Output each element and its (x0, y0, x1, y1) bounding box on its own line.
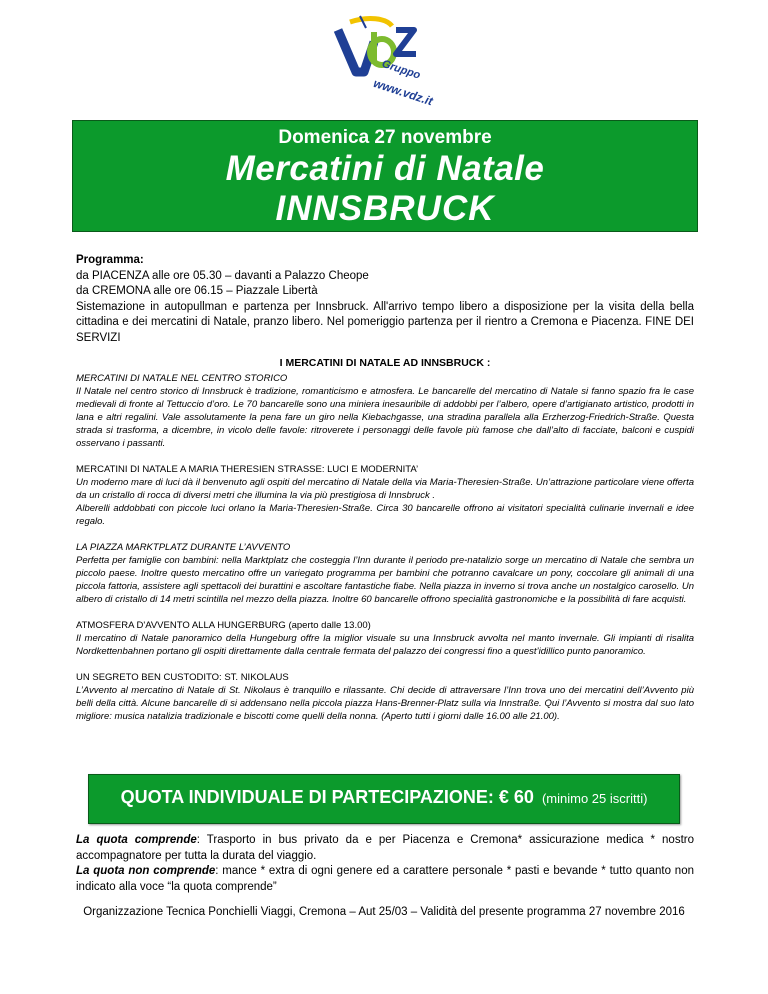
market-section (76, 671, 694, 723)
main-content (76, 253, 694, 723)
programma-departure-cremona: da CREMONA alle ore 06.15 – Piazzale Libertà (76, 285, 318, 297)
inclusions (76, 833, 694, 895)
logo (330, 12, 440, 109)
market-section-body: Un moderno mare di luci dà il benvenuto agli ospiti del mercatino di Natale della via Maria-Theresien-Straße. Un’attrazione particolare viene offerta da un cristallo di rocca di diversi metri che illumina la via più prestigiosa di Innsbruck . Alberelli addobbati con piccole luci orlano la Maria-Theresien-Straße. Circa 30 bancarelle offrono ai visitatori specialità culinarie invernali e idee regalo. (76, 477, 694, 527)
programma-heading: Programma: (76, 254, 144, 266)
market-section-body: L’Avvento al mercatino di Natale di St. Nikolaus è tranquillo e rilassante. Chi decide di attraversare l’Inn trova uno dei mercatini dell’Avvento più belli della città. Alcune bancarelle di si addensano nella piccola piazza Hans-Brenner-Platz sulla via Innstraße. Qui l’Avvento si mostra dal suo lato migliore: musica natalizia tradizionale e biscotti come quelli della nonna. (Aperto tutti i giorni dalle 16.00 alle 21.00). (76, 685, 694, 722)
logo-gruppo: Gruppo (380, 58, 422, 82)
market-section-heading: MERCATINI DI NATALE A MARIA THERESIEN STRASSE: LUCI E MODERNITA’ (76, 464, 419, 475)
includes-text: : Trasporto in bus privato da e per Piacenza e Cremona* assicurazione medica * nostro accompagnatore per tutta la durata del viaggio. (76, 834, 694, 862)
includes-line (76, 833, 694, 864)
vdz-logo-icon (330, 12, 440, 82)
market-section-heading: UN SEGRETO BEN CUSTODITO: ST. NIKOLAUS (76, 672, 289, 683)
market-section (76, 541, 694, 606)
event-date: Domenica 27 novembre (278, 127, 492, 148)
includes-label: La quota comprende (76, 834, 197, 846)
programma-body: Sistemazione in autopullman e partenza per Innsbruck. All'arrivo tempo libero a disposizione per la visita della bella cittadina e dei mercatini di Natale, pranzo libero. Nel pomeriggio partenza per il rientro a Cremona e Piacenza. FINE DEI SERVIZI (76, 300, 694, 344)
excludes-text: : mance * extra di ogni genere ed a carattere personale * pasti e bevande * tutto quanto non indicato alla voce “la quota comprende” (76, 865, 694, 893)
market-section (76, 619, 694, 658)
market-section (76, 372, 694, 450)
market-section-body: Il mercatino di Natale panoramico della Hungeburg offre la miglior visuale su una Innsbruck avvolta nel manto invernale. Gli impianti di risalita Nordkettenbahnen portano gli ospiti direttamente dalla centrale fermata del palazzo dei congressi fino a quest’idillico punto panoramico. (76, 633, 694, 657)
title-banner (72, 120, 698, 232)
price-box (88, 774, 680, 824)
market-section-heading: MERCATINI DI NATALE NEL CENTRO STORICO (76, 373, 288, 384)
footer: Organizzazione Tecnica Ponchielli Viaggi, Cremona – Aut 25/03 – Validità del presente programma 27 novembre 2016 (83, 906, 685, 918)
market-section-body: Il Natale nel centro storico di Innsbruck è tradizione, romanticismo e atmosfera. Le bancarelle del mercatino di Natale si fanno spazio fra le case medievali di fronte al Tettuccio d’oro. Le 70 bancarelle sono una miniera inesauribile di addobbi per l’albero, opere d’artigianato artistico, prodotti in lana e altri regalini. Vale assolutamente la pena fare un giro nella Kiebachgasse, una stradina parallela alla Erzherzog-Friedrich-Straße. Questa strada si trasforma, a dicembre, in vicolo delle favole: ritroverete i personaggi delle favole più famose che dall’alto di facciate, balconi e cuspidi osservano i passanti. (76, 386, 694, 449)
title-line-1: Mercatini di Natale (225, 149, 545, 188)
market-section-heading: LA PIAZZA MARKTPLATZ DURANTE L’AVVENTO (76, 542, 291, 553)
price-note: (minimo 25 iscritti) (541, 791, 648, 806)
logo-url: www.vdz.it (371, 76, 435, 109)
excludes-label: La quota non comprende (76, 865, 216, 877)
excludes-line (76, 864, 694, 895)
market-section-heading: ATMOSFERA D'AVVENTO ALLA HUNGERBURG (aperto dalle 13.00) (76, 620, 371, 631)
title-line-2: INNSBRUCK (275, 189, 495, 228)
markets-title: I MERCATINI DI NATALE AD INNSBRUCK : (279, 357, 491, 369)
price-label: QUOTA INDIVIDUALE DI PARTECIPAZIONE: € 60 (120, 787, 534, 807)
market-section-body: Perfetta per famiglie con bambini: nella Marktplatz che costeggia l’Inn durante il periodo pre-natalizio sorge un mercatino di Natale che sembra un piccolo paese. Inoltre questo mercatino offre un variegato programma per bambini che potranno cavalcare un pony, coccolare gli animali di una piccola fattoria, assistere agli spettacoli dei burattini e ascoltare fantastiche fiabe. Nella piazza in inverno si trova anche un nostalgico carosello. Un albero di cristallo di 14 metri scintilla nel mezzo della piazza. Inoltre 60 bancarelle offrono specialità gastronomiche e la possibilità di fare acquisti. (76, 555, 694, 605)
market-section (76, 463, 694, 528)
programma-departure-piacenza: da PIACENZA alle ore 05.30 – davanti a Palazzo Cheope (76, 269, 369, 282)
